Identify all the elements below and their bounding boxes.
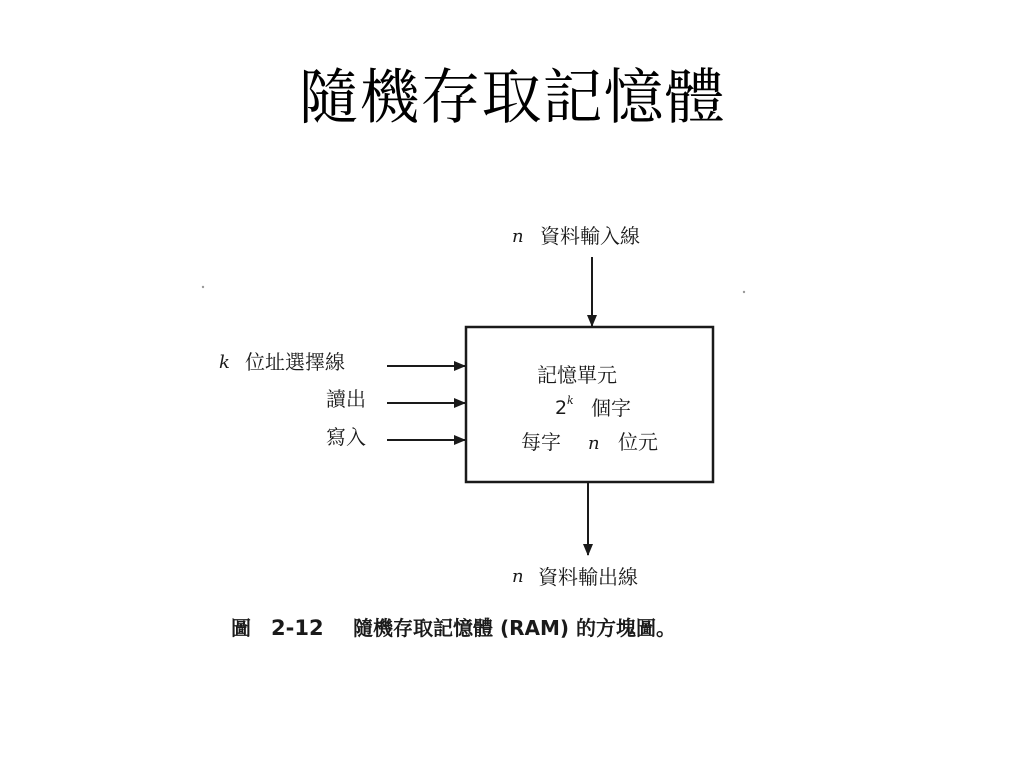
memory-unit-line3-pre: 每字 [521,430,561,454]
figure-label: 圖 [231,616,251,640]
address-lines-var: k [219,352,230,373]
memory-unit-word-count-text: 個字 [591,396,631,420]
data-input-lines-var: n [512,226,524,247]
memory-unit-box [466,327,713,482]
page-title: 隨機存取記憶體 [298,63,726,133]
memory-unit-line1: 記憶單元 [537,363,617,387]
memory-unit-line3-post: 位元 [618,430,658,454]
scan-speck [202,286,204,288]
data-output-lines-label: 資料輸出線 [538,565,638,589]
write-label: 寫入 [326,425,366,449]
data-input-lines-label: 資料輸入線 [540,224,640,248]
figure-number: 2-12 [271,616,324,640]
data-output-lines-var: n [512,566,524,587]
address-lines-label: 位址選擇線 [245,350,345,374]
memory-unit-word-count-exp: k [567,394,574,407]
memory-unit-word-count-base: 2 [555,397,568,419]
scan-speck [743,291,745,293]
memory-unit-line3-var: n [588,433,600,454]
read-label: 讀出 [326,387,366,411]
figure-caption: 隨機存取記憶體 (RAM) 的方塊圖。 [353,616,676,640]
